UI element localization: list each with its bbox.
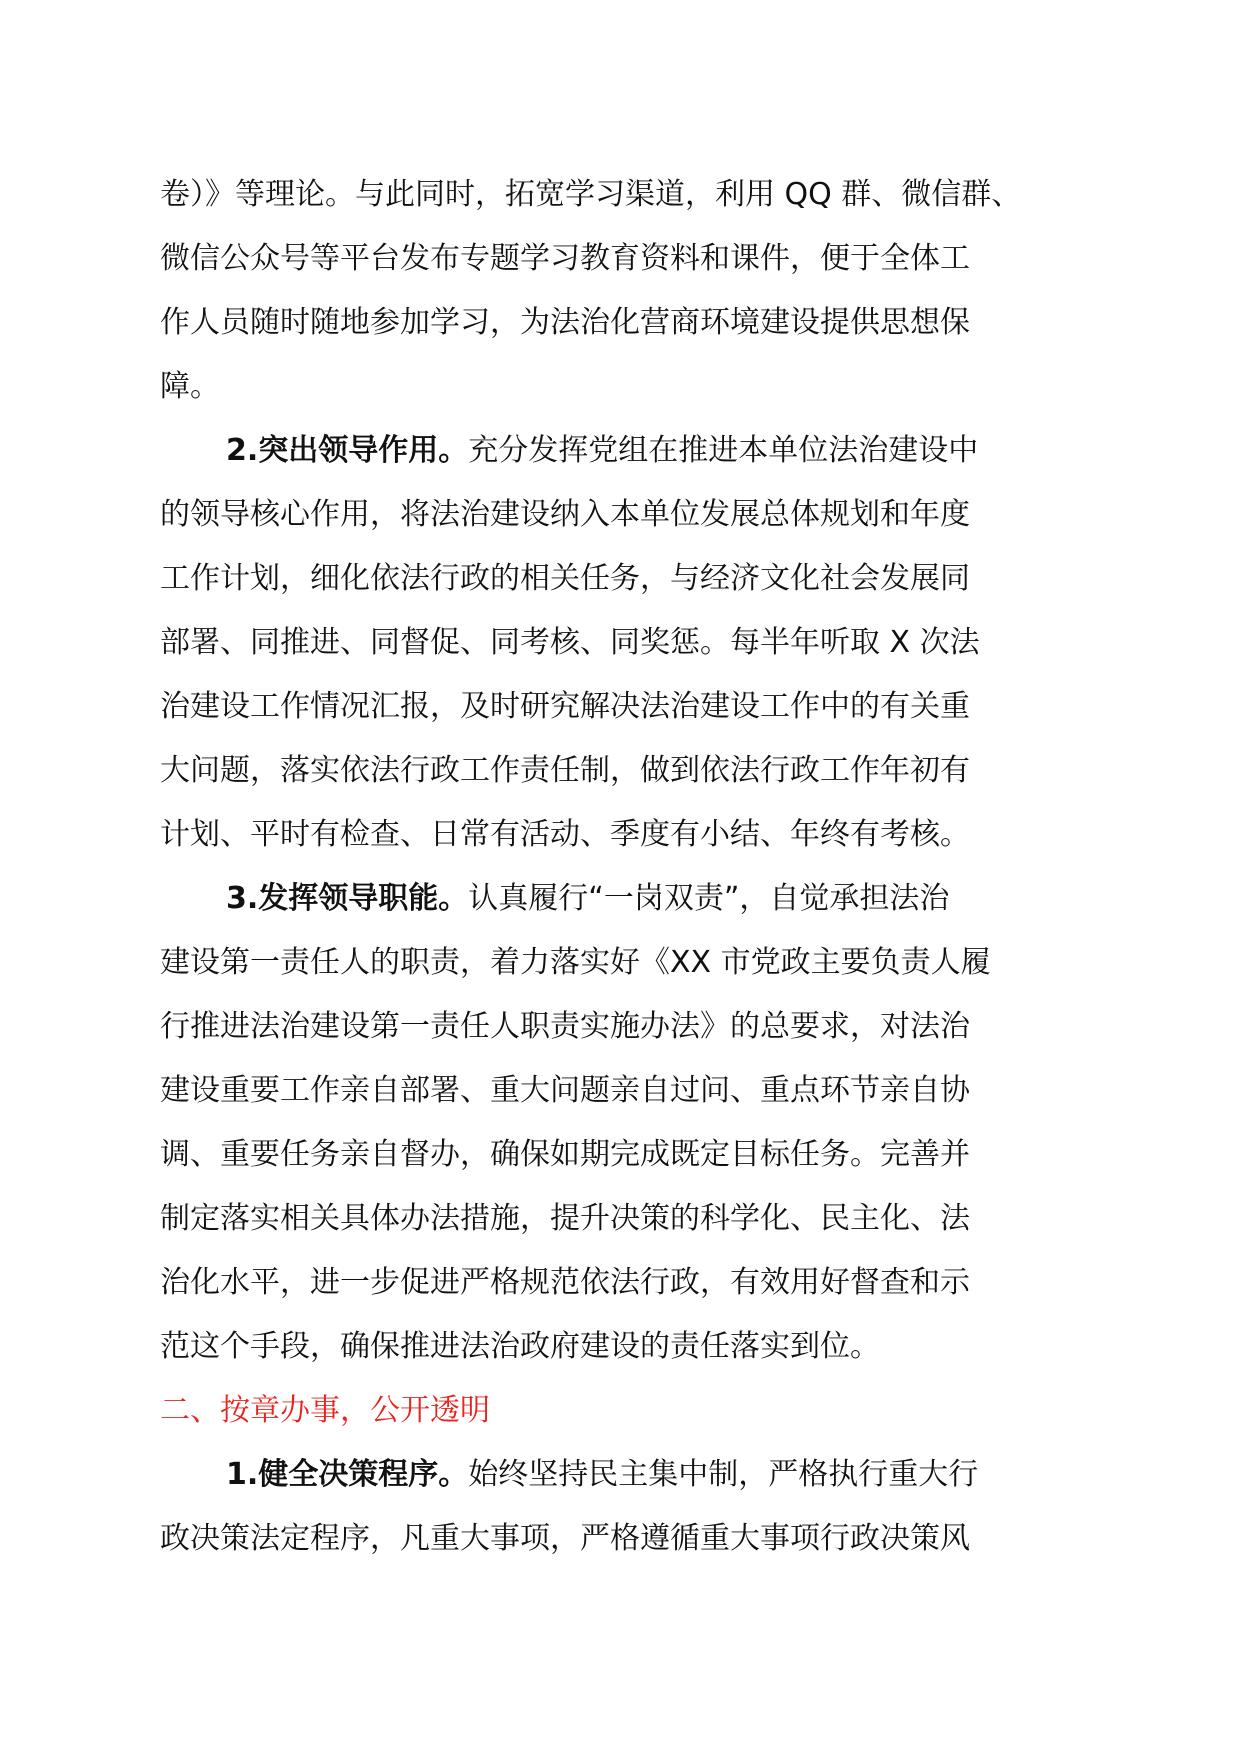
body-line: 部署、同推进、同督促、同考核、同奖惩。每半年听取 X 次法 [160, 625, 980, 660]
body-line: 范这个手段，确保推进法治政府建设的责任落实到位。 [160, 1329, 880, 1364]
body-line: 微信公众号等平台发布专题学习教育资料和课件，便于全体工 [160, 241, 970, 276]
paragraph-text: 认真履行“一岗双责”，自觉承担法治 [468, 881, 950, 916]
body-line: 大问题，落实依法行政工作责任制，做到依法行政工作年初有 [160, 753, 970, 788]
paragraph-first-line [160, 867, 1100, 931]
body-line: 计划、平时有检查、日常有活动、季度有小结、年终有考核。 [160, 817, 970, 852]
body-line: 建设第一责任人的职责，着力落实好《XX 市党政主要负责人履 [160, 945, 991, 980]
paragraph-first-line [160, 419, 1100, 483]
section-heading: 二、按章办事，公开透明 [160, 1393, 490, 1428]
body-line: 卷）》等理论。与此同时，拓宽学习渠道，利用 QQ 群、微信群、 [160, 177, 1022, 212]
body-line: 治建设工作情况汇报，及时研究解决法治建设工作中的有关重 [160, 689, 970, 724]
body-line: 政决策法定程序，凡重大事项，严格遵循重大事项行政决策风 [160, 1521, 970, 1556]
paragraph-first-line [160, 1443, 1100, 1507]
body-line: 障。 [160, 369, 220, 404]
body-line: 制定落实相关具体办法措施，提升决策的科学化、民主化、法 [160, 1201, 970, 1236]
paragraph-heading: 3.发挥领导职能。 [226, 881, 469, 916]
body-line: 调、重要任务亲自督办，确保如期完成既定目标任务。完善并 [160, 1137, 970, 1172]
body-line: 工作计划，细化依法行政的相关任务，与经济文化社会发展同 [160, 561, 970, 596]
body-line: 作人员随时随地参加学习，为法治化营商环境建设提供思想保 [160, 305, 970, 340]
paragraph-heading: 2.突出领导作用。 [226, 433, 469, 468]
paragraph-heading: 1.健全决策程序。 [226, 1457, 469, 1492]
paragraph-text: 充分发挥党组在推进本单位法治建设中 [468, 433, 979, 468]
document-body [160, 163, 1100, 1571]
body-line: 行推进法治建设第一责任人职责实施办法》的总要求，对法治 [160, 1009, 970, 1044]
body-line: 治化水平，进一步促进严格规范依法行政，有效用好督查和示 [160, 1265, 970, 1300]
paragraph-text: 始终坚持民主集中制，严格执行重大行 [468, 1457, 979, 1492]
body-line: 建设重要工作亲自部署、重大问题亲自过问、重点环节亲自协 [160, 1073, 970, 1108]
body-line: 的领导核心作用，将法治建设纳入本单位发展总体规划和年度 [160, 497, 970, 532]
